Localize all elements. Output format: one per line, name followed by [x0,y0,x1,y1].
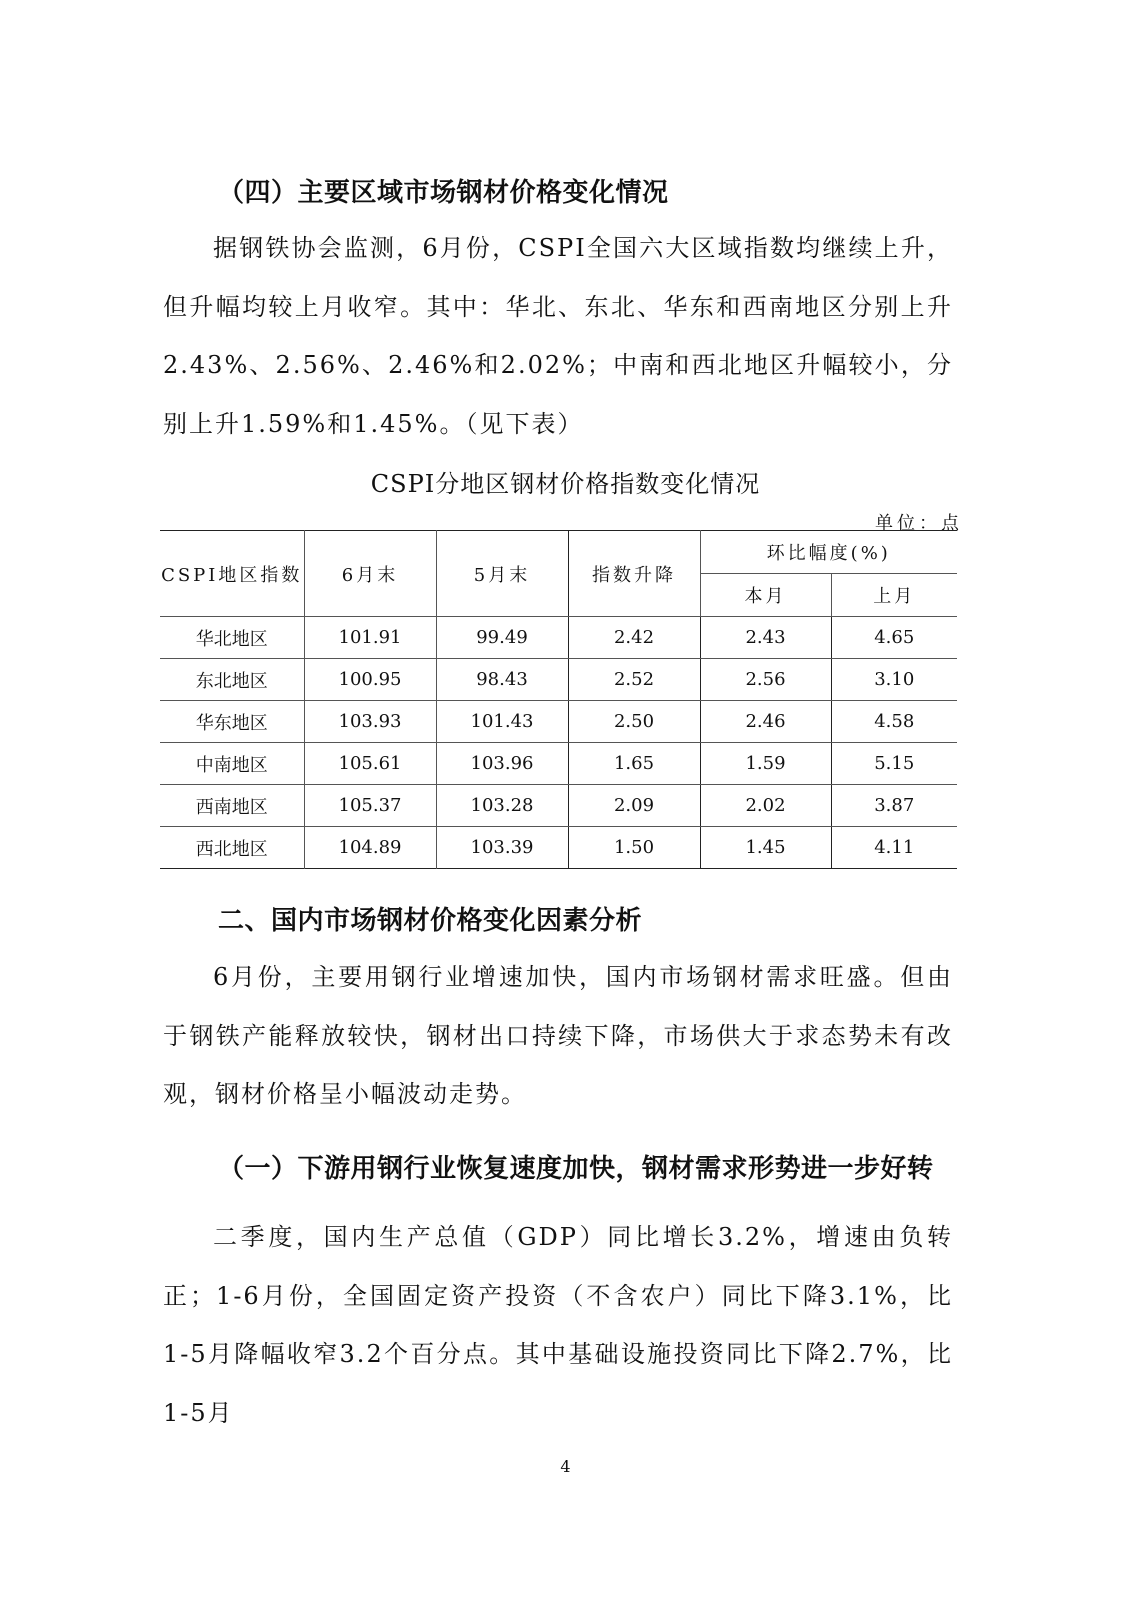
cell-june-end: 104.89 [304,827,436,869]
page-number: 4 [560,1457,571,1476]
cell-region: 西南地区 [160,785,304,827]
cell-region: 中南地区 [160,743,304,785]
header-index-change: 指数升降 [568,531,700,617]
table-row [160,617,957,659]
cell-june-end: 100.95 [304,659,436,701]
subsection-heading-downstream-demand: （一）下游用钢行业恢复速度加快，钢材需求形势进一步好转 [218,1154,934,1184]
cell-change: 1.50 [568,827,700,869]
cell-last-month: 3.10 [831,659,957,701]
paragraph-price-factors: 6月份，主要用钢行业增速加快，国内市场钢材需求旺盛。但由于钢铁产能释放较快，钢材出口持续下降，市场供大于求态势未有改观，钢材价格呈小幅波动走势。 [163,963,953,1108]
cell-june-end: 103.93 [304,701,436,743]
cell-last-month: 5.15 [831,743,957,785]
header-last-month: 上月 [831,574,957,617]
regional-price-index-table [160,530,957,869]
cell-this-month: 2.46 [700,701,831,743]
cell-may-end: 103.28 [436,785,568,827]
paragraph-regional-prices: 据钢铁协会监测，6月份，CSPI全国六大区域指数均继续上升，但升幅均较上月收窄。其中：华北、东北、华东和西南地区分别上升2.43%、2.56%、2.46%和2.02%；中南和西北地区升幅较小，分别上升1.59%和1.45%。（见下表） [163,234,953,438]
cell-may-end: 103.39 [436,827,568,869]
table-row [160,785,957,827]
table-title: CSPI分地区钢材价格指数变化情况 [370,470,761,498]
section-heading-regional-prices: （四）主要区域市场钢材价格变化情况 [218,178,669,208]
cell-last-month: 4.58 [831,701,957,743]
cell-change: 1.65 [568,743,700,785]
cell-change: 2.09 [568,785,700,827]
table-row [160,659,957,701]
section-heading-price-factors: 二、国内市场钢材价格变化因素分析 [218,906,643,936]
cell-may-end: 101.43 [436,701,568,743]
header-this-month: 本月 [700,574,831,617]
cell-june-end: 105.61 [304,743,436,785]
cell-region: 东北地区 [160,659,304,701]
cell-last-month: 4.65 [831,617,957,659]
cell-region: 华东地区 [160,701,304,743]
table-row [160,827,957,869]
cell-region: 华北地区 [160,617,304,659]
cell-june-end: 105.37 [304,785,436,827]
table-unit-label: 单位：点 [875,513,963,534]
cell-this-month: 1.45 [700,827,831,869]
cell-this-month: 2.43 [700,617,831,659]
cell-last-month: 4.11 [874,837,915,858]
header-may-end: 5月末 [436,531,568,617]
header-june-end: 6月末 [304,531,436,617]
cell-may-end: 99.49 [436,617,568,659]
cell-change: 2.50 [568,701,700,743]
cell-change: 2.42 [568,617,700,659]
cell-may-end: 98.43 [436,659,568,701]
cell-may-end: 103.96 [436,743,568,785]
table-row [160,701,957,743]
header-mom-change-group: 环比幅度(%) [700,531,957,574]
cell-region: 西北地区 [160,827,304,869]
cell-this-month: 2.56 [700,659,831,701]
cell-change: 2.52 [568,659,700,701]
cell-last-month: 3.87 [831,785,957,827]
cell-this-month: 1.59 [700,743,831,785]
cell-this-month: 2.02 [700,785,831,827]
table-row [160,743,957,785]
cell-june-end: 101.91 [304,617,436,659]
paragraph-downstream-demand: 二季度，国内生产总值（GDP）同比增长3.2%，增速由负转正；1-6月份，全国固定资产投资（不含农户）同比下降3.1%，比1-5月降幅收窄3.2个百分点。其中基础设施投资同比下降2.7%，比1-5月 [163,1223,953,1427]
header-region: CSPI地区指数 [160,531,304,617]
